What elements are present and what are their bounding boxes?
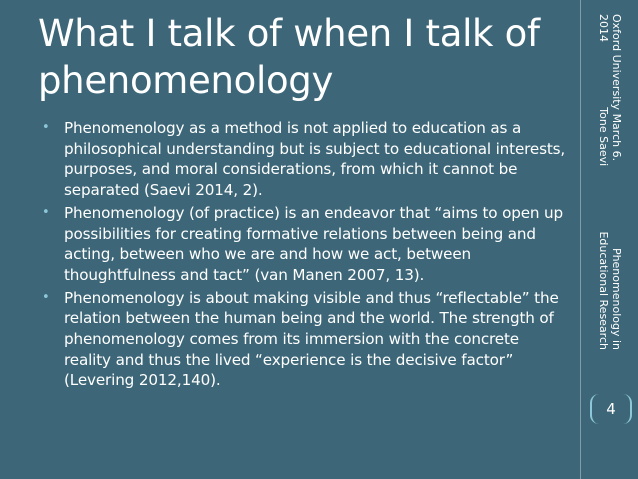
bullet-icon: •	[42, 289, 50, 305]
footer-year: 2014	[597, 14, 610, 42]
bullet-icon: •	[42, 204, 50, 220]
page-number: 4	[606, 400, 616, 418]
bullet-item-2	[42, 203, 570, 286]
bullet-item-3	[42, 288, 570, 392]
bullet-text-3: Phenomenology is about making visible and thus “reflectable” the relation between the human being and the world. The strength of phenomenology comes from its immersion with the concrete reality and thus the lived “experience is the decisive factor” (Levering 2012,140).	[64, 288, 559, 390]
slide-title: What I talk of when I talk of phenomenology	[38, 12, 540, 102]
bullet-text-2: Phenomenology (of practice) is an endeavor that “aims to open up possibilities for creating formative relations between being and acting, between who we are and how we act, between thoughtfulness and tact” (van Manen 2007, 13).	[64, 203, 564, 284]
footer-topic: Phenomenology in	[610, 247, 623, 350]
bullet-icon: •	[42, 120, 50, 135]
footer-topic-continued: Educational Research	[597, 231, 610, 350]
bullet-item-1	[42, 118, 570, 201]
slide-footer	[580, 14, 638, 350]
footer-line-1	[610, 14, 623, 350]
footer-author: Tone Saevi	[597, 107, 610, 167]
footer-line-2	[597, 14, 610, 350]
bullet-list	[42, 118, 570, 393]
footer-venue: Oxford University March 6.	[610, 14, 623, 162]
bullet-text-1: Phenomenology as a method is not applied to education as a philosophical understanding but is subject to educational interests, purposes, and moral considerations, from which it cannot be separated (Saevi 2014, 2).	[64, 119, 566, 200]
